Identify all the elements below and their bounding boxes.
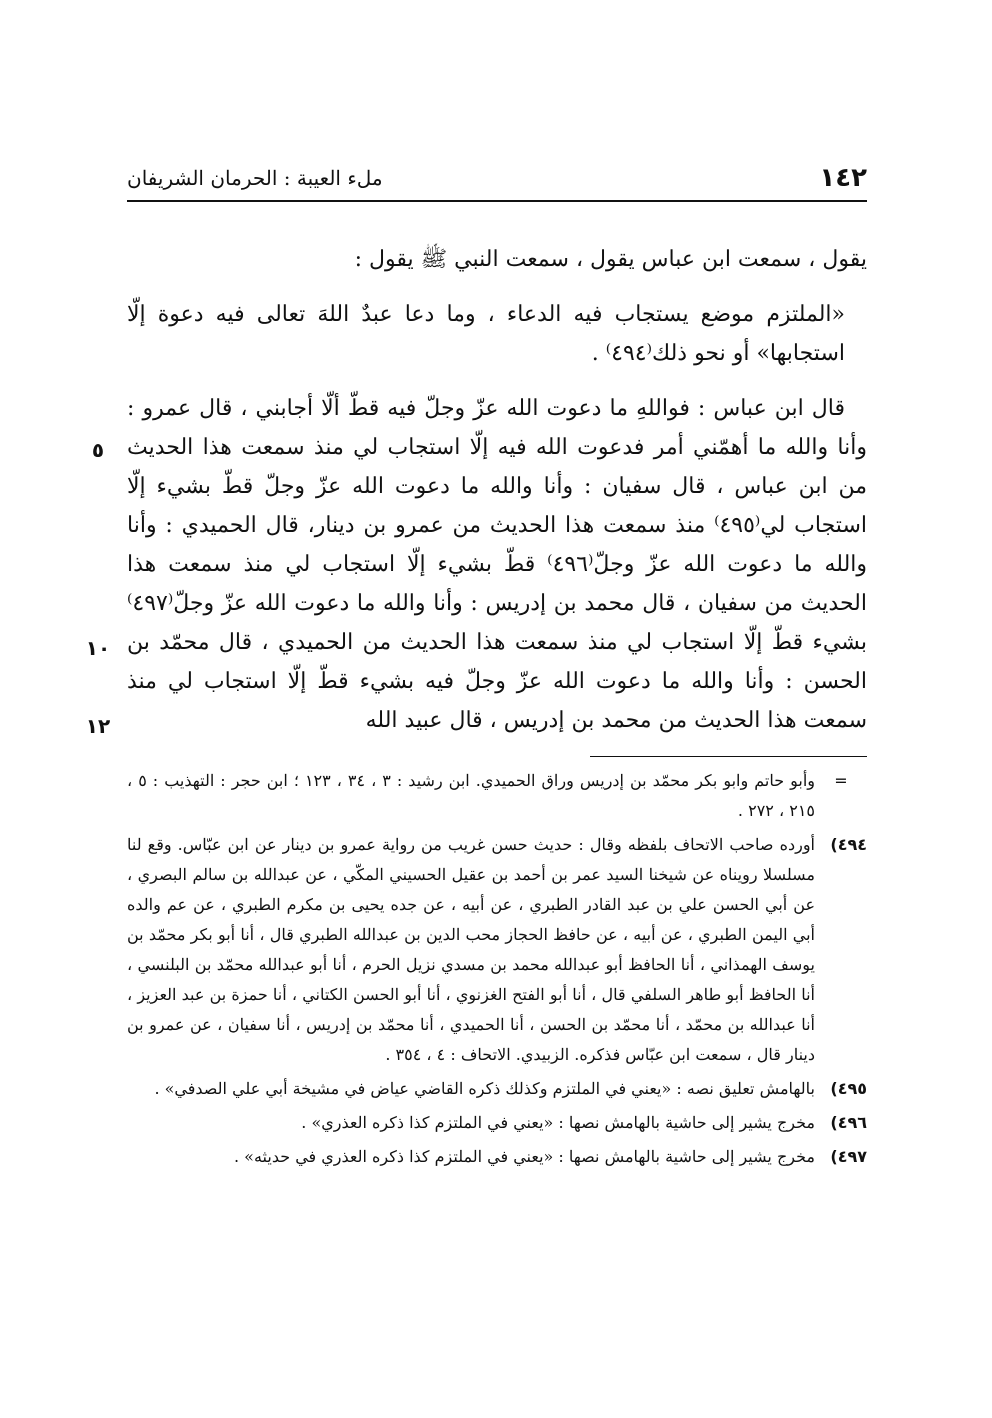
line-number-12: ١٢ — [85, 714, 111, 738]
footnote-494 — [127, 830, 867, 1070]
line-number-5: ٥ — [91, 438, 105, 462]
footnote-496 — [127, 1108, 867, 1138]
line-number-10: ١٠ — [85, 636, 111, 660]
hadith-quote: «الملتزم موضع يستجاب فيه الدعاء ، وما دعا عبدٌ اللهَ تعالى فيه دعوة إلّا استجابها» أو نحو ذلك⁽٤٩٤⁾ . — [127, 302, 845, 366]
footnote-marker: ٤٩٧) — [830, 1147, 867, 1166]
main-text — [127, 240, 867, 740]
footnote-continuation-text: وأبو حاتم وابو بكر محمّد بن إدريس وراق الحميدي. ابن رشيد : ٣ ، ٣٤ ، ١٢٣ ؛ ابن حجر : التهذيب : ٥ ، ٢١٥ ، ٢٧٢ . — [127, 771, 815, 820]
footnote-marker: ٤٩٦) — [830, 1113, 867, 1132]
footnote-text: أورده صاحب الاتحاف بلفظه وقال : حديث حسن غريب من رواية عمرو بن دينار عن ابن عبّاس. وقع لنا مسلسلا رويناه عن شيخنا السيد عمر بن أحمد بن عقيل الحسيني المكّي ، عن عبدالله بن سالم البصري ، عن أبي الحسن علي بن عبد القادر الطبري ، عن أبيه ، عن جده يحيى بن مكرم الطبري ، عن عم والده أبي اليمن الطبري ، عن أبيه ، عن حافظ الحجاز محب الدين بن عبدالله الطبري قال ، أنا أبو بكر محمّد بن يوسف الهمذاني ، أنا الحافظ أبو عبدالله محمد بن مسدي نزيل الحرم ، أنا أبو عبدالله محمّد بن البلنسي ، أنا الحافظ أبو طاهر السلفي قال ، أنا أبو الفتح الغزنوي ، أنا أبو الحسن الكتاني ، أنا حمزة بن عبد العزيز ، أنا عبدالله بن محمّد ، أنا محمّد بن الحسن ، أنا الحميدي ، أنا محمّد بن إدريس ، أنا سفيان ، عن عمرو بن دينار قال ، سمعت ابن عبّاس فذكره. الزبيدي. الاتحاف : ٤ ، ٣٥٤ . — [127, 835, 816, 1064]
footnotes — [127, 766, 867, 1176]
intro-line: يقول ، سمعت ابن عباس يقول ، سمعت النبي ﷺ يقول : — [354, 247, 867, 272]
footnote-495 — [127, 1074, 867, 1104]
footnote-497 — [127, 1142, 867, 1172]
page-number: ١٤٢ — [819, 163, 867, 193]
narration-paragraph: قال ابن عباس : فواللهِ ما دعوت الله عزّ وجلّ فيه قطّ ألّا أجابني ، قال عمرو : وأنا والله ما أهمّني أمر فدعوت الله فيه إلّا استجاب لي منذ سمعت هذا الحديث من ابن عباس ، قال سفيان : وأنا والله ما دعوت الله عزّ وجلّ قطّ بشيء إلّا استجاب لي⁽٤٩٥⁾ منذ سمعت هذا الحديث من عمرو بن دينار، قال الحميدي : وأنا والله ما دعوت الله عزّ وجلّ⁽٤٩٦⁾ قطّ بشيء إلّا استجاب لي منذ سمعت هذا الحديث من سفيان ، قال محمد بن إدريس : وأنا والله ما دعوت الله عزّ وجلّ⁽٤٩٧⁾ بشيء قطّ إلّا استجاب لي منذ سمعت هذا الحديث من الحميدي ، قال محمّد بن الحسن : وأنا والله ما دعوت الله عزّ وجلّ فيه بشيء قطّ إلّا استجاب لي منذ سمعت هذا الحديث من محمد بن إدريس ، قال عبيد الله — [127, 396, 868, 733]
footnote-continuation — [127, 766, 867, 826]
footnote-text: مخرج يشير إلى حاشية بالهامش نصها : «يعني في الملتزم كذا ذكره العذري في حديثه» . — [234, 1147, 815, 1166]
page-header — [127, 160, 867, 196]
footnote-marker: ٤٩٥) — [830, 1079, 867, 1098]
running-title: ملء العيبة : الحرمان الشريفان — [127, 166, 383, 190]
footnote-marker: ٤٩٤) — [830, 835, 867, 854]
footnote-text: بالهامش تعليق نصه : «يعني في الملتزم وكذلك ذكره القاضي عياض في مشيخة أبي علي الصدفي» . — [154, 1079, 815, 1098]
footnote-rule — [590, 756, 867, 757]
footnote-continuation-marker: = — [834, 771, 848, 790]
footnote-text: مخرج يشير إلى حاشية بالهامش نصها : «يعني في الملتزم كذا ذكره العذري» . — [301, 1113, 815, 1132]
header-rule — [127, 200, 867, 202]
